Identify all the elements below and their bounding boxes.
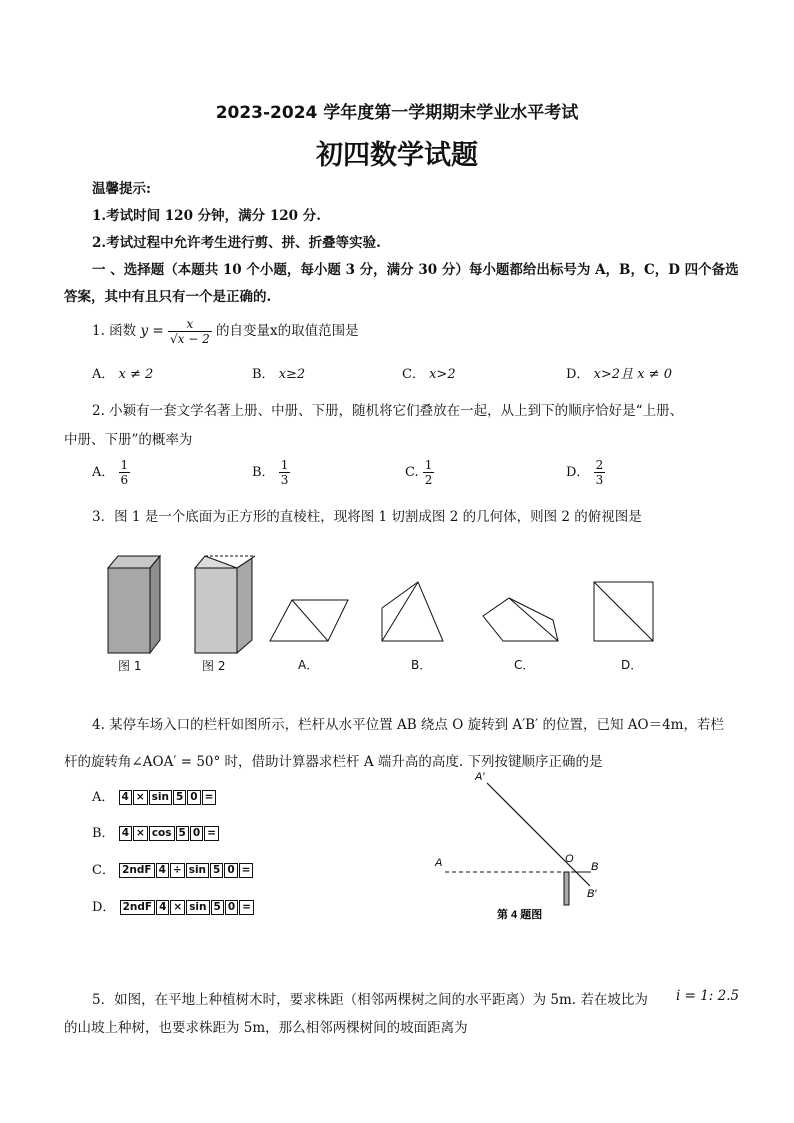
q1-func-lhs: y = [140,323,164,339]
point-a: A [435,857,443,869]
option-b-top-view [382,582,443,641]
q2-option-d: D． $\frac{2}{3}$ [566,458,604,487]
q1-option-c: C． x>2 [402,367,456,382]
q2-line-2: 中册、下册”的概率为 [64,432,193,448]
section-heading-line-2: 答案，其中有且只有一个是正确的. [64,289,272,305]
q2-option-a: A． $\frac{1}{6}$ [92,458,129,487]
q2-option-c: C. $\frac{1}{2}$ [405,458,433,487]
label-figure-2: 图 2 [202,659,226,673]
label-option-a: A． [298,658,319,672]
label-option-c: C． [514,658,535,672]
option-c-top-view [483,598,558,641]
q5-line-1: 5．如图，在平地上种植树木时，要求株距（相邻两棵树之间的水平距离）为 5m. 若在坡比为 [92,992,648,1008]
exam-title: 2023-2024 学年度第一学期期末学业水平考试 [215,103,579,123]
option-d-top-view [594,582,653,641]
q5-line-2: 的山坡上种树，也要求株距为 5m，那么相邻两棵树间的坡面距离为 [64,1020,468,1036]
paper-subtitle: 初四数学试题 [316,140,478,171]
point-b-prime: B′ [587,888,597,900]
q1-option-d: D． x>2且 x ≠ 0 [566,367,672,382]
figure-1-prism [108,556,160,653]
q1-fraction [168,317,212,346]
notice-item-2: 2.考试过程中允许考生进行剪、拼、折叠等实验. [92,235,381,251]
label-figure-1: 图 1 [118,659,142,673]
q1-prefix: 1. 函数 [92,323,137,339]
barrier-rotated-line [487,783,590,886]
option-a-top-view [270,600,348,641]
q1-frac-num: x [168,317,212,332]
label-option-d: D． [621,658,643,672]
point-b: B [591,861,599,873]
q3-figures [100,548,670,658]
q1-suffix: 的自变量x的取值范围是 [216,323,359,339]
q4-option-c: C． 2ndF 4 ÷ sin 5 0 = [92,859,254,878]
q5-slope-ratio: i = 1: 2.5 [676,988,740,1004]
point-o: O [565,853,574,865]
label-option-b: B． [411,658,432,672]
q4-line-1: 4. 某停车场入口的栏杆如图所示，栏杆从水平位置 AB 绕点 O 旋转到 A′B′ 的位置，已知 AO＝4m，若栏 [92,717,724,733]
q1-option-a: A． x ≠ 2 [92,367,154,382]
q4-figure-caption: 第 4 题图 [497,909,543,921]
q4-line-2: 杆的旋转角∠AOA′ = 50° 时，借助计算器求栏杆 A 端升高的高度. 下列按键顺序正确的是 [64,754,603,770]
q4-option-a: A． 4 × sin 5 0 = [92,786,217,805]
q3-text: 3．图 1 是一个底面为正方形的直棱柱，现将图 1 切割成图 2 的几何体，则图 2 的俯视图是 [92,509,642,525]
figure-2-cut-prism [195,556,255,653]
notice-item-1: 1.考试时间 120 分钟，满分 120 分. [92,208,321,224]
section-heading-line-1: 一 、选择题（本题共 10 个小题，每小题 3 分，满分 30 分）每小题都给出标号为 A，B，C，D 四个备选 [92,262,739,278]
notice-label: 温馨提示: [92,181,151,197]
q2-option-b: B． $\frac{1}{3}$ [252,458,289,487]
point-a-prime: A′ [475,771,485,783]
q4-figure [425,768,625,928]
q2-line-1: 2. 小颖有一套文学名著上册、中册、下册，随机将它们叠放在一起，从上到下的顺序恰好是“上册、 [92,403,684,419]
q1-frac-den: √x − 2 [170,332,210,346]
q4-option-b: B． 4 × cos 5 0 = [92,822,220,841]
q4-option-d: D． 2ndF 4 × sin 5 0 = [92,896,255,915]
question-1 [92,317,359,346]
q1-option-b: B． x≥2 [252,367,306,382]
barrier-post [564,872,569,905]
